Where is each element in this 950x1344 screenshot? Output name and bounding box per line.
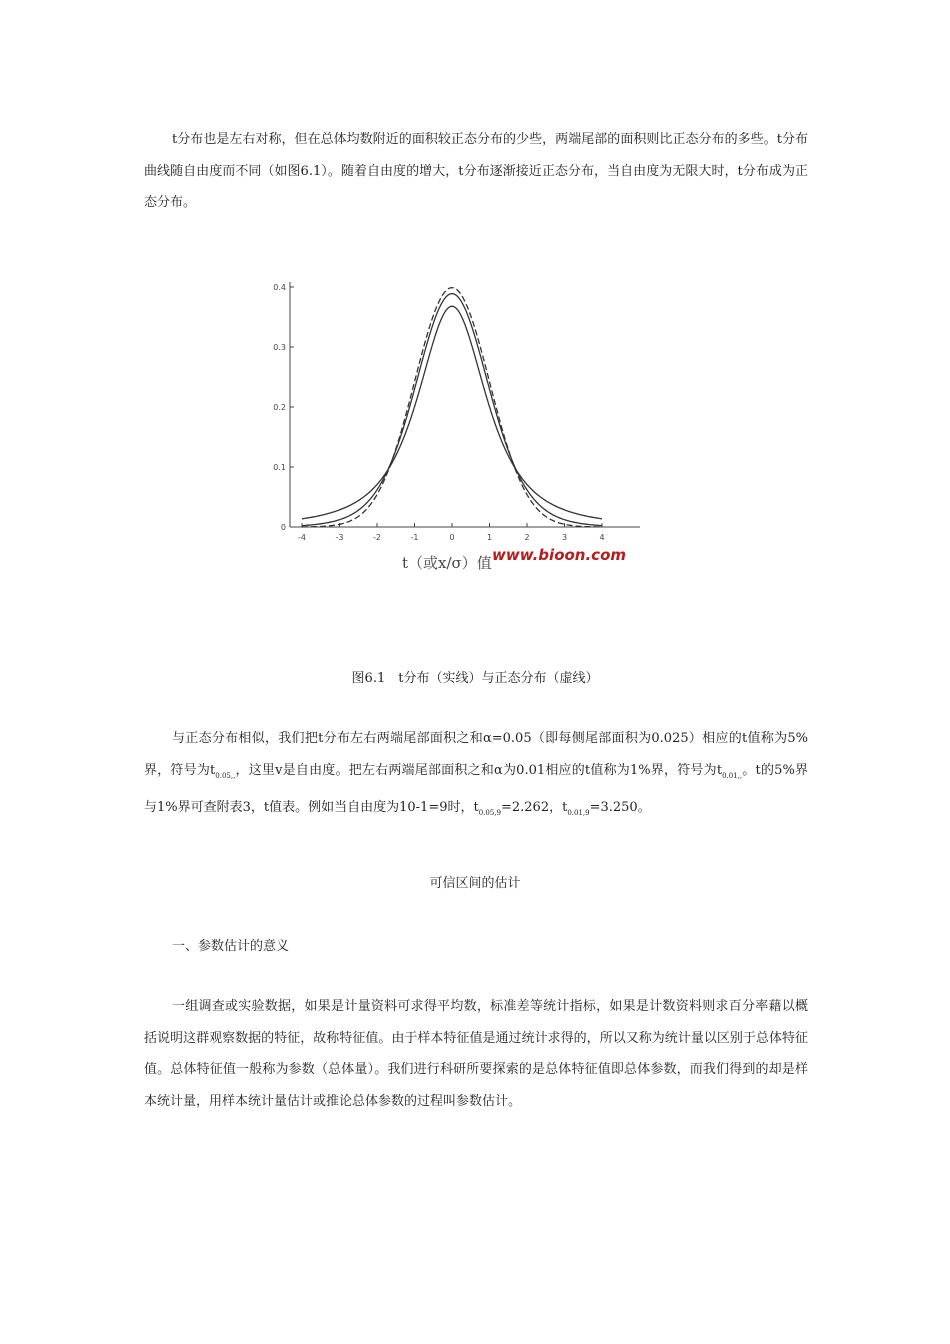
t-curve (302, 294, 602, 526)
y-tick-label: 0.3 (273, 343, 286, 352)
x-tick-label: -3 (335, 533, 344, 542)
t-distribution-chart (262, 262, 652, 580)
parameter-estimation-paragraph: 一组调查或实验数据，如果是计量资料可求得平均数，标准差等统计指标，如果是计数资料则求百分率藉以概括说明这群观察数据的特征，故称特征值。由于样本特征值是通过统计求得的，所以又称为统计量以区别于总体特征值。总体特征值一般称为参数（总体量）。我们进行科研所要探索的是总体特征值即总体参数，而我们得到的却是样本统计量，用样本统计量估计或推论总体参数的过程叫参数估计。 (144, 999, 808, 1109)
y-tick-label: 0 (280, 523, 286, 532)
x-tick-label: 1 (486, 533, 493, 542)
x-tick-label: -1 (410, 533, 419, 542)
x-tick-label: -2 (373, 533, 381, 542)
x-tick-label: -4 (298, 533, 306, 542)
y-tick-label: 0.4 (273, 283, 286, 292)
x-tick-label: 0 (449, 533, 455, 542)
x-axis-label: t（或x/σ）值 (402, 554, 492, 572)
chart-axes (273, 282, 640, 542)
chart-curves (302, 288, 602, 527)
x-tick-label: 2 (524, 533, 530, 542)
watermark: www.bioon.com (492, 546, 627, 564)
y-tick-label: 0.1 (273, 463, 286, 472)
intro-paragraph: t分布也是左右对称，但在总体均数附近的面积较正态分布的少些，两端尾部的面积则比正态分布的多些。t分布曲线随自由度而不同（如图6.1）。随着自由度的增大，t分布逐渐接近正态分布，当自由度为无限大时，t分布成为正态分布。 (144, 132, 808, 210)
section-title: 可信区间的估计 (429, 876, 521, 891)
figure-caption: 图6.1 t分布（实线）与正态分布（虚线） (351, 671, 599, 686)
x-tick-label: 4 (599, 533, 605, 542)
t-distribution-figure (262, 262, 652, 580)
critical-value-paragraph: 与正态分布相似，我们把t分布左右两端尾部面积之和α=0.05（即每侧尾部面积为0.025）相应的t值称为5%界，符号为$t_{0.05,,}$，这里v是自由度。把左右两端尾部面积之和α为0.01相应的t值称为1%界，符号为$t_{0.01,,}$。t的5%界与1%界可查附表3，t值表。例如当自由度为10-1=9时，$t_{0.05,9}=2.262$，$t_{0.01,9}=3.250$。 (144, 731, 809, 817)
subsection-title: 一、参数估计的意义 (172, 939, 290, 954)
t-curve (302, 306, 602, 519)
x-tick-label: 3 (561, 533, 568, 542)
normal-curve (302, 288, 602, 527)
y-tick-label: 0.2 (273, 403, 286, 412)
